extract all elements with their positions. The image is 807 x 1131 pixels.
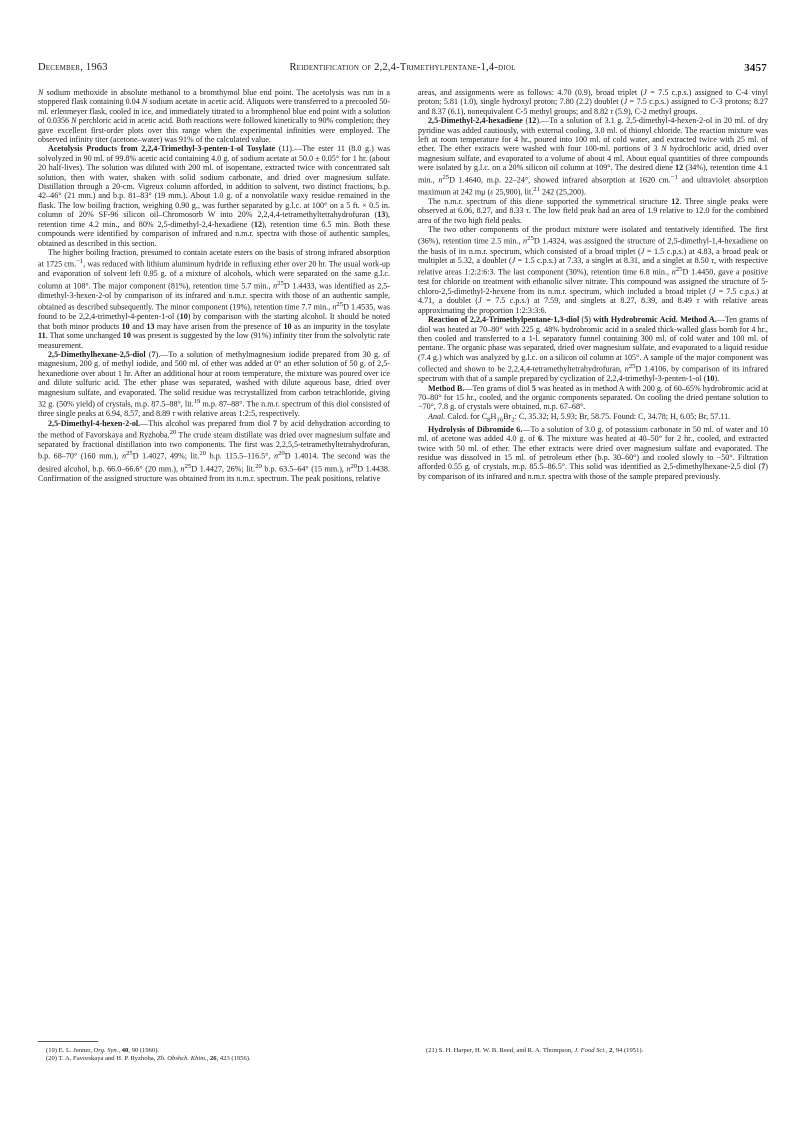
right-paragraph-5: Method B.—Ten grams of diol 5 was heated as in method A with 200 g. of 60–65% hydrobromic acid at 70–80° for 15 hr., cooled, and the organic components separated. On cooling the dried pentane solution to −70°, 7.8 g. of crystals were obtained, m.p. 67–68°.: [418, 383, 768, 412]
right-paragraph-7: Hydrolysis of Dibromide 6.—To a solution of 3.0 g. of potassium carbonate in 50 ml. of water and 10 ml. of acetone was added 4.0 g. of 6. The mixture was heated at 40–50° for 2 hr., cooled, and extracted twice with 50 ml. of ether. The ether extracts were dried over magnesium sulfate and evaporated. The residue was dissolved in 15 ml. of petroleum ether (b.p. 30–60°) and cooled slowly to −50°. Filtration afforded 0.55 g. of crystals, m.p. 85.5–86.5°. This solid was identified as 2,5-dimethylhexane-2,5 diol (7) by comparison of its infrared and n.m.r. spectra with those of the sample prepared previously.: [418, 424, 768, 481]
right-paragraph-0: areas, and assignments were as follows: 4.70 (0.9), broad triplet (J = 7.5 c.p.s.) assigned to C-4 vinyl proton; 5.81 (1.0), single hydroxyl proton; 7.80 (2.2) doublet (J = 7.5 c.p.s.) assigned to C-3 protons; 8.27 and 8.37 (6.1), nonequivalent C-5 methyl groups; and 8.82 τ (5.9), C-2 methyl groups.: [418, 88, 768, 116]
right-paragraph-2: The n.m.r. spectrum of this diene supported the symmetrical structure 12. Three single peaks were observed at 6.06, 8.27, and 8.33 τ. The low field peak had an area of 1.9 relative to 12.0 for the combined area of the two high field peaks.: [418, 196, 768, 225]
footnote-rule-left: [38, 1041, 98, 1042]
right-paragraph-6: Anal. Calcd. for $C_8H_{16}Br_2$: C, 35.32; H, 5.93; Br, 58.75. Found: C, 34.78; H, 6.05; Br, 57.11.: [428, 411, 731, 424]
left-paragraph-1: Acetolysis Products from 2,2,4-Trimethyl-3-penten-1-ol Tosylate (11).—The ester 11 (8.0 g.) was solvolyzed in 90 ml. of 99.8% acetic acid containing 4.0 g. of sodium acetate at 50.0 ± 0.05° for 1 hr. (about 20 half-lives). The solution was diluted with 200 ml. of isopentane, extracted twice with concentrated salt solution, then with water, shaken with solid sodium carbonate, and dried over magnesium sulfate. Distillation through a 20-cm. Vigreux column afforded, in addition to solvent, two distinct fractions, b.p. 42–46° (21 mm.) and b.p. 81–83° (19 mm.). About 1.0 g. of a nonvolatile waxy residue remained in the flask. The low boiling fraction, weighing 0.90 g., was further separated by g.l.c. at 100° on a 5 ft. × 0.5 in. column of 20% SF-96 silicon oil–Chromosorb W into 20% 2,2,4,4-tetramethyltetrahydrofuran (13), retention time 4.2 min., and 80% 2,5-dimethyl-2,4-hexadiene (12), retention time 6.5 min. Both these compounds were identified by comparison of infrared and n.m.r. spectra with those of authentic samples, obtained as described in this section.: [38, 144, 390, 248]
left-paragraph-4: 2,5-Dimethyl-4-hexen-2-ol.—This alcohol was prepared from diol 7 by acid dehydration according to the method of Favorskaya and Ryzhoba.$^{20}$ The crude steam distillate was dried over magnesium sulfate and separated by fractional distillation into two components. The first was 2,2,5,5-tetramethyltetrahydrofuran, b.p. 68–70° (160 mm.), $n^{25}D$ 1.4027, 49%; lit.$^{20}$ b.p. 115.5–116.5°, $n^{20}D$ 1.4014. The second was the desired alcohol, b.p. 66.0–66.6° (20 mm.), $n^{25}D$ 1.4427, 26%; lit.$^{20}$ b.p. 63.5–64° (15 mm.), $n^{20}D$ 1.4438. Confirmation of the assigned structure was obtained from its n.m.r. spectrum. The peak positions, relative: [38, 418, 390, 483]
page-header: [38, 62, 767, 78]
right-paragraph-3: The two other components of the product mixture were isolated and tentatively identified. The first (36%), retention time 2.5 min., $n^{25}D$ 1.4324, was assigned the structure of 2,5-dimethyl-1,4-hexadiene on the basis of its n.m.r. spectrum, which consisted of a broad triplet (J = 1.5 c.p.s.) at 4.83, a broad peak or multiplet at 5.32, a doublet (J = 1.5 c.p.s.) at 7.33, a singlet at 8.31, and a singlet at 8.50 τ, with respective relative areas 1:2:2:6:3. The last component (30%), retention time 6.8 min., $n^{25}D$ 1.4450, gave a positive test for chloride on treatment with ethanolic silver nitrate. This compound was assigned the structure of 5-chloro-2,5-dimethyl-2-hexene from its n.m.r. spectrum, which included a broad triplet (J = 7.5 c.p.s.) at 4.71, a doublet (J = 7.5 c.p.s.) at 7.59, and singlets at 8.27, 8.39, and 8.49 τ with relative areas approximating the proportion 1:2:3:3:6.: [418, 225, 769, 315]
footnotes-left: [38, 1047, 390, 1063]
right-paragraph-1: 2,5-Dimethyl-2,4-hexadiene (12).—To a solution of 3.1 g. 2,5-dimethyl-4-hexen-2-ol in 20 ml. of dry pyridine was added cautiously, with external cooling, 3.0 ml. of thionyl chloride. The reaction mixture was left at room temperature for 4 hr., poured into 100 ml. of cold water, and extracted twice with 25 ml. of ether. The ether extracts were washed with four 100-ml. portions of 3 N hydrochloric acid, dried over magnesium sulfate, and evaporated to a volume of about 4 ml. About equal quantities of three compounds were isolated by g.l.c. on a 20% silicon oil column at 109°. The desired diene 12 (34%), retention time 4.1 min., $n^{25}D$ 1.4640, m.p. 22–24°, showed infrared absorption at 1620 cm.$^{-1}$ and ultraviolet absorption maximum at 242 mμ (ε 25,900), lit.$^{21}$ 242 (25,200).: [418, 116, 769, 197]
header-date: December, 1963: [38, 62, 108, 73]
header-running-title: Reidentification of 2,2,4-Trimethylpentane-1,4-diol: [289, 62, 516, 73]
left-column: [38, 88, 390, 483]
footnotes-right: [418, 1047, 768, 1055]
right-paragraph-4: Reaction of 2,2,4-Trimethylpentane-1,3-diol (5) with Hydrobromic Acid. Method A.—Ten grams of diol was heated at 70–80° with 225 g. 48% hydrobromic acid in a sealed thick-walled glass bomb for 4 hr., then cooled and transferred to a 1-l. separatory funnel containing 300 ml. of cold water and 100 ml. of pentane. The organic phase was separated, dried over magnesium sulfate, and evaporated to a liquid residue (7.4 g.) which was analyzed by g.l.c. on a silicon oil column at 105°. A sample of the major component was collected and shown to be 2,2,4,4-tetramethyltetrahydrofuran, $n^{25}D$ 1.4106, by comparison of its infrared spectrum with that of a sample prepared by cyclization of 2,2,4-trimethyl-3-penten-1-ol (10).: [418, 315, 769, 384]
left-paragraph-2: The higher boiling fraction, presumed to contain acetate esters on the basis of strong infrared absorption at 1725 cm.$^{-1}$, was reduced with lithium aluminum hydride in refluxing ether over 20 hr. The usual work-up and evaporation of solvent left 0.95 g. of a mixture of alcohols, which were separated on the same g.l.c. column at 108°. The major component (81%), retention time 5.7 min., $n^{25}D$ 1.4433, was identified as 2,5-dimethyl-3-hexen-2-ol by comparison of its infrared and n.m.r. spectra with those of an authentic sample, obtained as described subsequently. The minor component (19%), retention time 7.7 min., $n^{25}D$ 1.4535, was found to be 2,2,4-trimethyl-4-penten-1-ol (10) by comparison with the starting alcohol. It should be noted that both minor products 10 and 13 may have arisen from the presence of 10 as an impurity in the tosylate 11. That some unchanged 10 was present is suggested by the low (91%) infinity titer from the solvolytic rate measurement.: [38, 247, 391, 350]
left-paragraph-3: 2,5-Dimethylhexane-2,5-diol (7).—To a solution of methylmagnesium iodide prepared from 30 g. of magnesium, 200 g. of methyl iodide, and 500 ml. of ether was added at 0° an ether solution of 50 g. of 2,5-hexanedione over about 1 hr. After an additional hour at room temperature, the mixture was poured over ice and dilute sulfuric acid. The ether phase was separated, washed with dilute aqueous base, dried over magnesium sulfate, and evaporated. The solid residue was recrystallized from carbon tetrachloride, giving 32 g. (50% yield) of crystals, m.p. 87.5–88°, lit.$^{19}$ m.p. 87–88°. The n.m.r. spectrum of this diol consisted of three single peaks at 6.94, 8.57, and 8.89 τ with relative areas 1:2:5, respectively.: [38, 350, 390, 419]
left-paragraph-0: N sodium methoxide in absolute methanol to a bromthymol blue end point. The acetolysis was run in a stoppered flask containing 0.04 N sodium acetate in acetic acid. Aliquots were transferred to a precooled 50-ml. erlenmeyer flask, cooled in ice, and immediately titrated to a bromphenol blue end point with a solution of 0.0356 N perchloric acid in acetic acid. Both reactions were followed kinetically to 90% completion; they gave excellent first-order plots over this range when the experimental infinities were employed. The observed infinity titer (acetone–water) was 91% of the calculated value.: [38, 88, 391, 145]
right-footnote-0: (21) S. H. Harper, H. W. B. Reed, and R. A. Thompson, J. Food Sci., 2, 94 (1951).: [426, 1047, 644, 1054]
left-footnote-0: (19) E. L. Jenner, Org. Syn., 40, 90 (1960).: [46, 1047, 160, 1054]
left-footnote-1: (20) T. A. Favorskaya and H. P. Ryzhoba, Zh. Obshch. Khim., 26, 423 (1956).: [46, 1055, 251, 1062]
right-column: [418, 88, 768, 481]
page-number: 3457: [744, 62, 767, 74]
